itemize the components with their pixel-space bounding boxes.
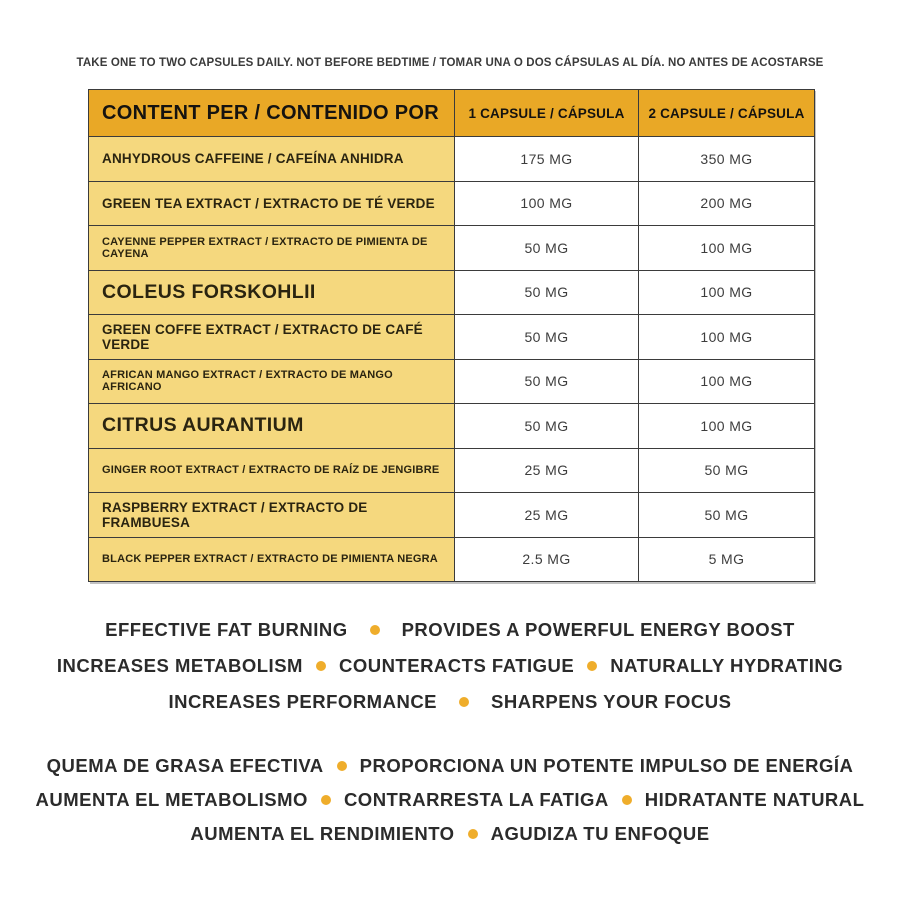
bullet-dot-icon	[370, 625, 380, 635]
benefit-phrase: AUMENTA EL METABOLISMO	[35, 789, 308, 810]
benefit-phrase: PROVIDES A POWERFUL ENERGY BOOST	[401, 619, 795, 640]
content-table	[88, 89, 815, 582]
benefit-phrase: SHARPENS YOUR FOCUS	[491, 691, 732, 712]
ingredient-cell: CAYENNE PEPPER EXTRACT / EXTRACTO DE PIMIENTA DE CAYENA	[89, 226, 455, 271]
per-1-capsule-cell: 50 MG	[455, 270, 639, 315]
per-2-capsule-cell: 100 MG	[639, 226, 815, 271]
benefit-phrase: NATURALLY HYDRATING	[610, 655, 844, 676]
table-header-row	[89, 90, 815, 137]
benefit-phrase: COUNTERACTS FATIGUE	[338, 655, 575, 676]
table-row-coleus-forskohlii	[89, 270, 815, 315]
per-2-capsule-cell: 100 MG	[639, 404, 815, 449]
ingredient-cell: RASPBERRY EXTRACT / EXTRACTO DE FRAMBUESA	[89, 493, 455, 538]
supplement-facts-table	[88, 89, 814, 582]
benefit-phrase: AGUDIZA TU ENFOQUE	[490, 823, 710, 844]
benefit-phrase: CONTRARRESTA LA FATIGA	[343, 789, 609, 810]
bullet-dot-icon	[316, 661, 326, 671]
header-1-capsule: 1 CAPSULE / CÁPSULA	[455, 90, 639, 137]
per-1-capsule-cell: 50 MG	[455, 226, 639, 271]
bullet-dot-icon	[622, 795, 632, 805]
table-row-ginger-root	[89, 448, 815, 493]
benefits-english	[0, 612, 900, 720]
ingredient-cell: GREEN COFFE EXTRACT / EXTRACTO DE CAFÉ VERDE	[89, 315, 455, 360]
table-row-black-pepper	[89, 537, 815, 582]
table-row-raspberry	[89, 493, 815, 538]
table-row-african-mango	[89, 359, 815, 404]
ingredient-cell: BLACK PEPPER EXTRACT / EXTRACTO DE PIMIENTA NEGRA	[89, 537, 455, 582]
per-1-capsule-cell: 25 MG	[455, 493, 639, 538]
ingredient-cell: GREEN TEA EXTRACT / EXTRACTO DE TÉ VERDE	[89, 181, 455, 226]
per-1-capsule-cell: 100 MG	[455, 181, 639, 226]
benefit-line-es-1	[47, 749, 854, 783]
benefit-line-es-3	[190, 817, 709, 851]
dosage-disclaimer: TAKE ONE TO TWO CAPSULES DAILY. NOT BEFORE BEDTIME / TOMAR UNA O DOS CÁPSULAS AL DÍA. NO ANTES DE ACOSTARSE	[76, 57, 824, 69]
per-1-capsule-cell: 25 MG	[455, 448, 639, 493]
table-row-anhydrous-caffeine	[89, 137, 815, 182]
benefits-spanish	[0, 749, 900, 851]
per-2-capsule-cell: 100 MG	[639, 270, 815, 315]
bullet-dot-icon	[587, 661, 597, 671]
benefit-phrase: HIDRATANTE NATURAL	[644, 789, 865, 810]
benefit-line-en-1	[105, 612, 795, 648]
table-row-green-coffee	[89, 315, 815, 360]
ingredient-cell: CITRUS AURANTIUM	[89, 404, 455, 449]
table-row-green-tea	[89, 181, 815, 226]
per-2-capsule-cell: 50 MG	[639, 493, 815, 538]
per-1-capsule-cell: 2.5 MG	[455, 537, 639, 582]
bullet-dot-icon	[459, 697, 469, 707]
table-row-cayenne-pepper	[89, 226, 815, 271]
ingredient-cell: GINGER ROOT EXTRACT / EXTRACTO DE RAÍZ DE JENGIBRE	[89, 448, 455, 493]
benefit-phrase: QUEMA DE GRASA EFECTIVA	[46, 755, 324, 776]
table-row-citrus-aurantium	[89, 404, 815, 449]
bullet-dot-icon	[468, 829, 478, 839]
benefit-line-en-3	[169, 684, 732, 720]
benefit-phrase: INCREASES PERFORMANCE	[168, 691, 438, 712]
benefit-phrase: PROPORCIONA UN POTENTE IMPULSO DE ENERGÍA	[359, 755, 854, 776]
per-2-capsule-cell: 50 MG	[639, 448, 815, 493]
header-content-per: CONTENT PER / CONTENIDO POR	[89, 90, 455, 137]
bullet-dot-icon	[321, 795, 331, 805]
benefit-phrase: EFFECTIVE FAT BURNING	[105, 619, 348, 640]
ingredient-cell: ANHYDROUS CAFFEINE / CAFEÍNA ANHIDRA	[89, 137, 455, 182]
ingredient-cell: AFRICAN MANGO EXTRACT / EXTRACTO DE MANGO AFRICANO	[89, 359, 455, 404]
per-1-capsule-cell: 175 MG	[455, 137, 639, 182]
ingredient-cell: COLEUS FORSKOHLII	[89, 270, 455, 315]
benefit-line-es-2	[36, 783, 865, 817]
benefit-line-en-2	[57, 648, 843, 684]
per-2-capsule-cell: 5 MG	[639, 537, 815, 582]
benefit-phrase: AUMENTA EL RENDIMIENTO	[190, 823, 455, 844]
header-2-capsule: 2 CAPSULE / CÁPSULA	[639, 90, 815, 137]
per-1-capsule-cell: 50 MG	[455, 315, 639, 360]
per-1-capsule-cell: 50 MG	[455, 404, 639, 449]
per-2-capsule-cell: 100 MG	[639, 359, 815, 404]
per-2-capsule-cell: 350 MG	[639, 137, 815, 182]
per-2-capsule-cell: 100 MG	[639, 315, 815, 360]
per-2-capsule-cell: 200 MG	[639, 181, 815, 226]
per-1-capsule-cell: 50 MG	[455, 359, 639, 404]
benefit-phrase: INCREASES METABOLISM	[56, 655, 303, 676]
bullet-dot-icon	[337, 761, 347, 771]
